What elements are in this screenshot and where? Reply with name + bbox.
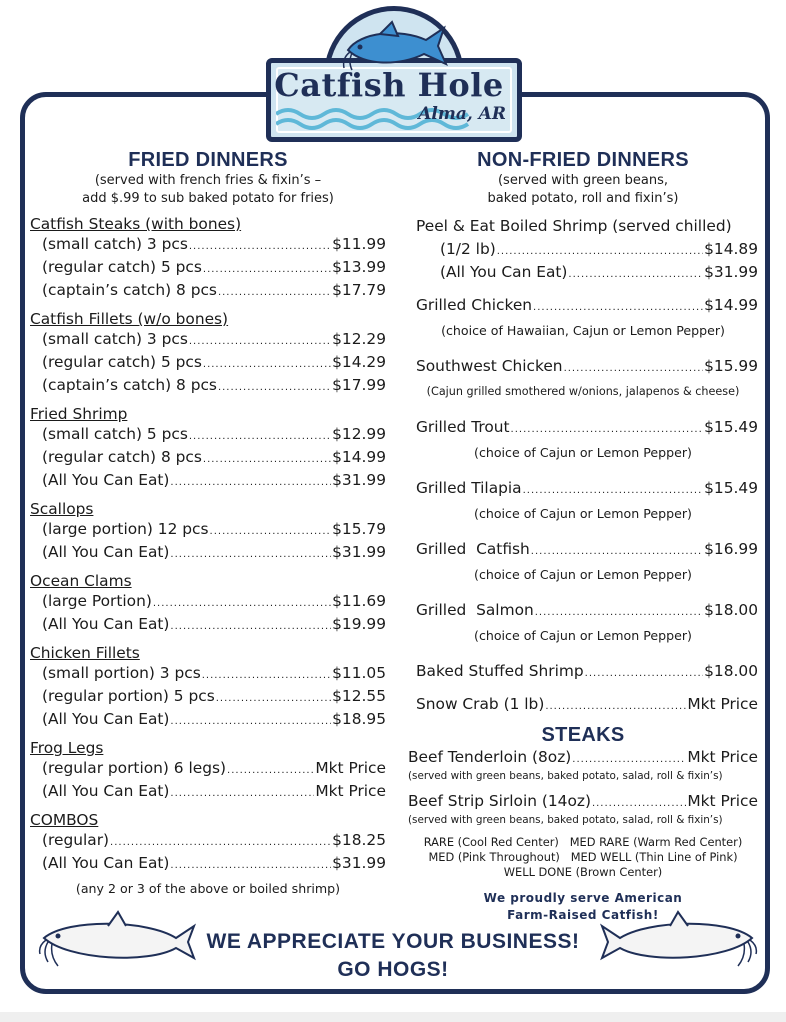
doneness-line2: MED (Pink Throughout) MED WELL (Thin Line of Pink) — [428, 850, 738, 864]
item-name: (All You Can Eat) — [42, 471, 170, 489]
item-price: $11.99 — [332, 235, 386, 253]
doneness-line3: WELL DONE (Brown Center) — [503, 865, 663, 879]
bottom-strip — [0, 1012, 786, 1022]
section-title: COMBOS — [30, 811, 99, 829]
non-fried-note-line1: (served with green beans, — [497, 173, 668, 188]
menu-item — [408, 661, 758, 684]
doneness-line1: RARE (Cool Red Center) MED RARE (Warm Red Center) — [423, 835, 743, 849]
menu-section — [30, 738, 386, 804]
item-price: $11.05 — [332, 664, 386, 682]
item-price: $31.99 — [332, 471, 386, 489]
item-name: Grilled Salmon — [416, 601, 534, 619]
fried-note-line2: add $.99 to sub baked potato for fries) — [82, 191, 334, 206]
logo-title: Catfish Hole — [274, 66, 504, 104]
item-name: Baked Stuffed Shrimp — [416, 662, 584, 680]
item-price: $18.00 — [704, 601, 758, 619]
shrimp-title: Peel & Eat Boiled Shrimp (served chilled) — [416, 217, 732, 235]
item-name: (captain’s catch) 8 pcs — [42, 376, 217, 394]
section-title: Catfish Steaks (with bones) — [30, 215, 242, 233]
item-name: (small portion) 3 pcs — [42, 664, 201, 682]
item-name: (large Portion) — [42, 592, 152, 610]
fried-heading: FRIED DINNERS — [128, 149, 288, 171]
doneness-guide — [408, 835, 758, 880]
dot-leader — [189, 332, 331, 352]
dot-leader — [531, 542, 703, 562]
item-price: $14.99 — [704, 296, 758, 314]
item-name: (large portion) 12 pcs — [42, 520, 209, 538]
dot-leader — [210, 522, 332, 542]
steaks-heading: STEAKS — [541, 724, 625, 746]
footer-message — [150, 928, 636, 984]
item-price: $14.89 — [704, 240, 758, 258]
dot-leader — [170, 784, 314, 804]
steak-note: (served with green beans, baked potato, salad, roll & fixin’s) — [408, 770, 723, 782]
menu-item — [30, 830, 386, 853]
dot-leader — [564, 359, 704, 379]
menu-section — [30, 499, 386, 565]
menu-item — [30, 470, 386, 493]
menu-item — [30, 542, 386, 565]
proud-line1: We proudly serve American — [483, 891, 683, 905]
combo-note: (any 2 or 3 of the above or boiled shrimp) — [75, 881, 341, 896]
item-name: (small catch) 3 pcs — [42, 235, 188, 253]
item-note: (Cajun grilled smothered w/onions, jalapenos & cheese) — [426, 385, 740, 398]
item-price: $17.99 — [332, 376, 386, 394]
item-price: $12.99 — [332, 425, 386, 443]
section-title: Scallops — [30, 500, 94, 518]
menu-item — [408, 694, 758, 717]
menu-item — [30, 686, 386, 709]
non-fried-heading: NON-FRIED DINNERS — [477, 149, 689, 171]
menu-item — [30, 375, 386, 398]
menu-item — [30, 709, 386, 732]
item-name: (regular catch) 5 pcs — [42, 258, 202, 276]
dot-leader — [523, 481, 704, 501]
dot-leader — [572, 750, 686, 770]
section-title: Chicken Fillets — [30, 644, 140, 662]
item-price: $31.99 — [704, 263, 758, 281]
menu-item — [30, 329, 386, 352]
steak-item — [408, 791, 758, 813]
item-price: $31.99 — [332, 854, 386, 872]
item-name: Beef Tenderloin (8oz) — [408, 748, 572, 766]
menu-item — [30, 519, 386, 542]
item-name: Southwest Chicken — [416, 357, 563, 375]
menu-item — [408, 600, 758, 623]
item-price: $16.99 — [704, 540, 758, 558]
menu-item — [30, 663, 386, 686]
dot-leader — [189, 427, 331, 447]
item-price: Mkt Price — [315, 759, 386, 777]
item-name: (All You Can Eat) — [42, 782, 170, 800]
item-name: (All You Can Eat) — [42, 854, 170, 872]
item-price: $12.29 — [332, 330, 386, 348]
menu-item — [30, 424, 386, 447]
dot-leader — [227, 761, 314, 781]
menu-item — [30, 781, 386, 804]
item-note: (choice of Cajun or Lemon Pepper) — [474, 506, 692, 521]
menu-section — [30, 571, 386, 637]
menu-item — [30, 853, 386, 876]
menu-item — [30, 758, 386, 781]
dot-leader — [585, 664, 703, 684]
menu-item — [30, 614, 386, 637]
logo-subtitle: Alma, AR — [418, 104, 506, 124]
section-title: Frog Legs — [30, 739, 104, 757]
menu-item — [30, 234, 386, 257]
dot-leader — [203, 450, 331, 470]
item-price: $11.69 — [332, 592, 386, 610]
logo — [266, 6, 522, 140]
item-note: (choice of Cajun or Lemon Pepper) — [474, 445, 692, 460]
item-price: Mkt Price — [687, 695, 758, 713]
menu-section — [30, 810, 386, 876]
dot-leader — [170, 545, 331, 565]
dot-leader — [203, 355, 331, 375]
item-name: (small catch) 5 pcs — [42, 425, 188, 443]
dot-leader — [545, 697, 686, 717]
item-price: $18.00 — [704, 662, 758, 680]
item-note: (choice of Cajun or Lemon Pepper) — [474, 567, 692, 582]
steak-item — [408, 747, 758, 769]
item-name: Grilled Catfish — [416, 540, 530, 558]
dot-leader — [533, 298, 703, 318]
dot-leader — [592, 794, 686, 814]
footer-line2: GO HOGS! — [337, 958, 449, 981]
dot-leader — [218, 378, 331, 398]
dot-leader — [568, 265, 703, 285]
item-note: (choice of Hawaiian, Cajun or Lemon Pepper) — [441, 323, 725, 338]
item-price: $15.79 — [332, 520, 386, 538]
section-title: Ocean Clams — [30, 572, 132, 590]
item-price: Mkt Price — [315, 782, 386, 800]
item-name: (All You Can Eat) — [42, 710, 170, 728]
item-name: Grilled Trout — [416, 418, 510, 436]
item-price: $18.25 — [332, 831, 386, 849]
menu-section — [30, 404, 386, 493]
item-name: (small catch) 3 pcs — [42, 330, 188, 348]
item-price: $14.99 — [332, 448, 386, 466]
dot-leader — [216, 689, 331, 709]
steak-note: (served with green beans, baked potato, salad, roll & fixin’s) — [408, 814, 723, 826]
item-name: (All You Can Eat) — [42, 543, 170, 561]
non-fried-dinners-column — [408, 148, 758, 924]
item-name: (All You Can Eat) — [42, 615, 170, 633]
dot-leader — [202, 666, 331, 686]
item-name: (All You Can Eat) — [440, 263, 568, 281]
item-name: (1/2 lb) — [440, 240, 496, 258]
dot-leader — [203, 260, 331, 280]
menu-item — [30, 447, 386, 470]
dot-leader — [170, 617, 331, 637]
dot-leader — [511, 420, 704, 440]
dot-leader — [189, 237, 331, 257]
dot-leader — [110, 833, 331, 853]
menu-item — [408, 239, 758, 262]
section-title: Fried Shrimp — [30, 405, 128, 423]
menu-section — [30, 643, 386, 732]
item-price: Mkt Price — [687, 748, 758, 766]
item-name: Beef Strip Sirloin (14oz) — [408, 792, 591, 810]
item-price: $19.99 — [332, 615, 386, 633]
item-price: $14.29 — [332, 353, 386, 371]
fried-note-line1: (served with french fries & fixin’s – — [94, 173, 322, 188]
dot-leader — [218, 283, 331, 303]
item-note: (choice of Cajun or Lemon Pepper) — [474, 628, 692, 643]
item-price: $18.95 — [332, 710, 386, 728]
menu-item — [408, 539, 758, 562]
item-name: (regular) — [42, 831, 110, 849]
dot-leader — [497, 242, 703, 262]
item-name: Grilled Tilapia — [416, 479, 522, 497]
menu-item — [30, 352, 386, 375]
item-price: $15.99 — [704, 357, 758, 375]
item-price: Mkt Price — [687, 792, 758, 810]
menu-item — [408, 295, 758, 318]
menu-item — [408, 417, 758, 440]
item-name: (regular catch) 5 pcs — [42, 353, 202, 371]
section-title: Catfish Fillets (w/o bones) — [30, 310, 229, 328]
item-name: (regular portion) 5 pcs — [42, 687, 215, 705]
dot-leader — [535, 603, 703, 623]
menu-item — [408, 478, 758, 501]
menu-section — [30, 214, 386, 303]
item-price: $31.99 — [332, 543, 386, 561]
item-price: $15.49 — [704, 479, 758, 497]
item-price: $15.49 — [704, 418, 758, 436]
item-name: (captain’s catch) 8 pcs — [42, 281, 217, 299]
menu-item — [30, 257, 386, 280]
dot-leader — [170, 712, 331, 732]
item-price: $13.99 — [332, 258, 386, 276]
footer-line1: WE APPRECIATE YOUR BUSINESS! — [206, 930, 580, 953]
fried-dinners-column — [30, 148, 386, 898]
dot-leader — [170, 473, 331, 493]
item-name: (regular portion) 6 legs) — [42, 759, 227, 777]
proud-line2: Farm-Raised Catfish! — [507, 908, 659, 922]
menu-section — [30, 309, 386, 398]
item-name: Grilled Chicken — [416, 296, 533, 314]
item-price: $12.55 — [332, 687, 386, 705]
item-price: $17.79 — [332, 281, 386, 299]
item-name: (regular catch) 8 pcs — [42, 448, 202, 466]
dot-leader — [170, 856, 331, 876]
menu-item — [30, 280, 386, 303]
menu-item — [408, 356, 758, 379]
dot-leader — [153, 594, 331, 614]
menu-item — [30, 591, 386, 614]
menu-item — [408, 262, 758, 285]
item-name: Snow Crab (1 lb) — [416, 695, 545, 713]
non-fried-note-line2: baked potato, roll and fixin’s) — [487, 191, 679, 206]
